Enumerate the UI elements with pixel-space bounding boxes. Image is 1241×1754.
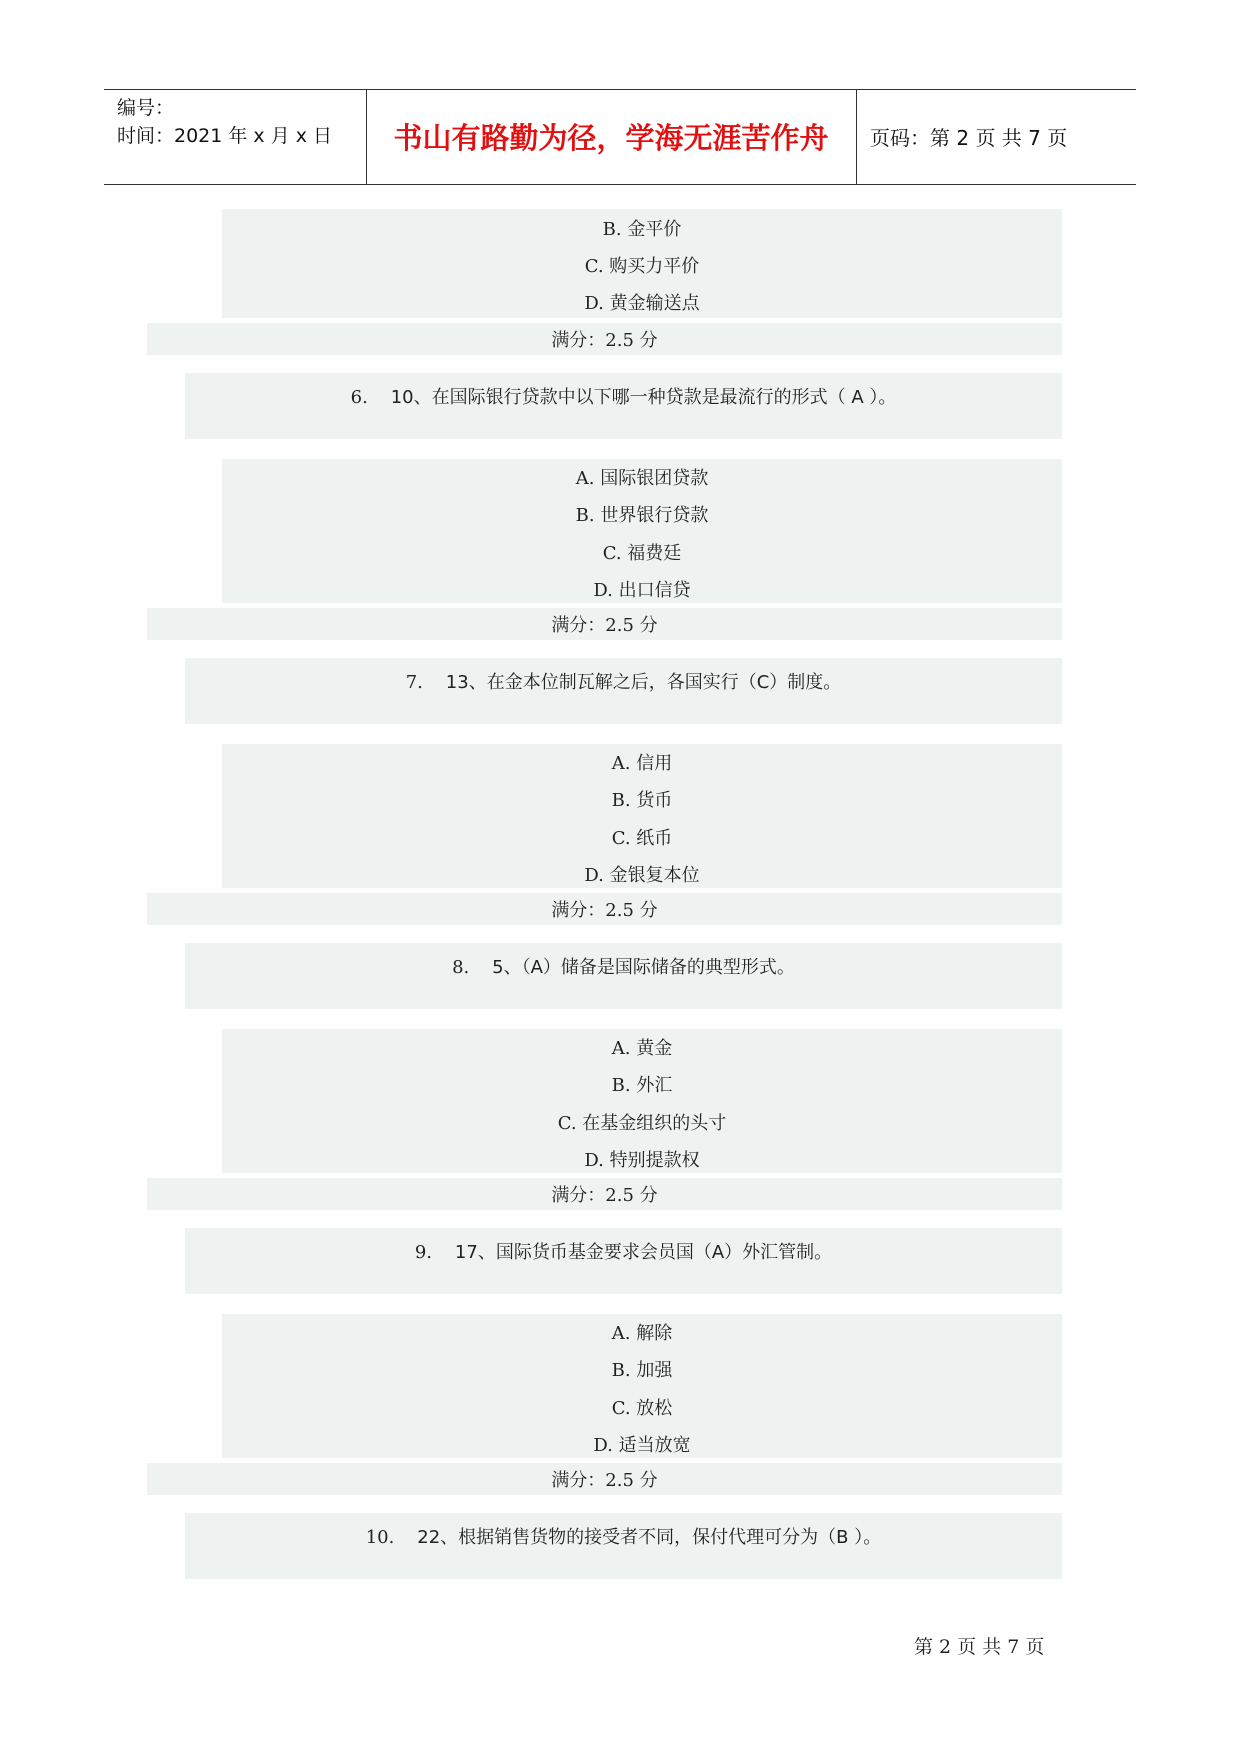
score-bar [147, 323, 1062, 355]
options-box [222, 1029, 1062, 1173]
document-time-label: 时间：2021 年 x 月 x 日 [117, 125, 333, 147]
question-body: 10、在国际银行贷款中以下哪一种贷款是最流行的形式（ A ）。 [390, 387, 897, 408]
page-info: 页码：第 2 页 共 7 页 [870, 126, 1068, 150]
option-item: B. 金平价 [602, 219, 682, 240]
score-text: 满分：2.5 分 [551, 900, 658, 921]
question-box [185, 943, 1062, 1009]
option-item: D. 特别提款权 [584, 1150, 700, 1171]
question-number: 9. [414, 1242, 433, 1263]
option-item: B. 货币 [611, 790, 673, 811]
question-number: 6. [350, 387, 368, 408]
option-item: A. 解除 [611, 1323, 673, 1344]
score-text: 满分：2.5 分 [551, 330, 658, 351]
question-box [185, 658, 1062, 724]
question-box [185, 1513, 1062, 1579]
score-text: 满分：2.5 分 [551, 1185, 658, 1206]
question-body: 17、国际货币基金要求会员国（A）外汇管制。 [454, 1242, 833, 1263]
option-item: A. 黄金 [611, 1038, 673, 1059]
question-text [185, 1523, 1062, 1549]
question-box [185, 373, 1062, 439]
option-item: D. 适当放宽 [593, 1435, 691, 1456]
header-meta-cell [104, 90, 367, 184]
option-item: C. 纸币 [611, 828, 673, 849]
option-item: C. 放松 [611, 1398, 673, 1419]
question-box [185, 1228, 1062, 1294]
question-text [185, 668, 1062, 694]
option-item: B. 世界银行贷款 [575, 505, 709, 526]
option-item: B. 加强 [611, 1360, 673, 1381]
question-body: 5、（A）储备是国际储备的典型形式。 [492, 957, 795, 978]
header-page-cell [856, 90, 1136, 184]
option-item: C. 在基金组织的头寸 [557, 1113, 727, 1134]
question-text [185, 383, 1062, 409]
score-bar [147, 1463, 1062, 1495]
question-body: 13、在金本位制瓦解之后，各国实行（C）制度。 [445, 672, 842, 693]
option-item: D. 金银复本位 [584, 865, 700, 886]
question-number: 8. [452, 957, 470, 978]
question-text [185, 1238, 1062, 1264]
option-item: A. 信用 [611, 753, 673, 774]
score-bar [147, 608, 1062, 640]
motto-text: 书山有路勤为径，学海无涯苦作舟 [393, 121, 829, 155]
score-text: 满分：2.5 分 [551, 1470, 658, 1491]
header-motto-cell [366, 90, 857, 184]
question-number: 10. [365, 1527, 395, 1548]
score-bar [147, 1178, 1062, 1210]
score-bar [147, 893, 1062, 925]
document-number-label: 编号： [117, 97, 175, 119]
option-item: C. 购买力平价 [584, 256, 700, 277]
option-item: B. 外汇 [611, 1075, 673, 1096]
question-number: 7. [405, 672, 423, 693]
question-text [185, 953, 1062, 979]
options-box [222, 209, 1062, 318]
options-box [222, 459, 1062, 603]
option-item: D. 黄金输送点 [584, 293, 700, 314]
options-box [222, 1314, 1062, 1458]
question-body: 22、根据销售货物的接受者不同，保付代理可分为（B ）。 [417, 1527, 882, 1548]
option-item: D. 出口信贷 [593, 580, 691, 601]
page-header [104, 89, 1136, 185]
options-box [222, 744, 1062, 888]
option-item: C. 福费廷 [602, 543, 682, 564]
score-text: 满分：2.5 分 [551, 615, 658, 636]
option-item: A. 国际银团贷款 [575, 468, 709, 489]
page-footer: 第 2 页 共 7 页 [914, 1636, 1045, 1658]
